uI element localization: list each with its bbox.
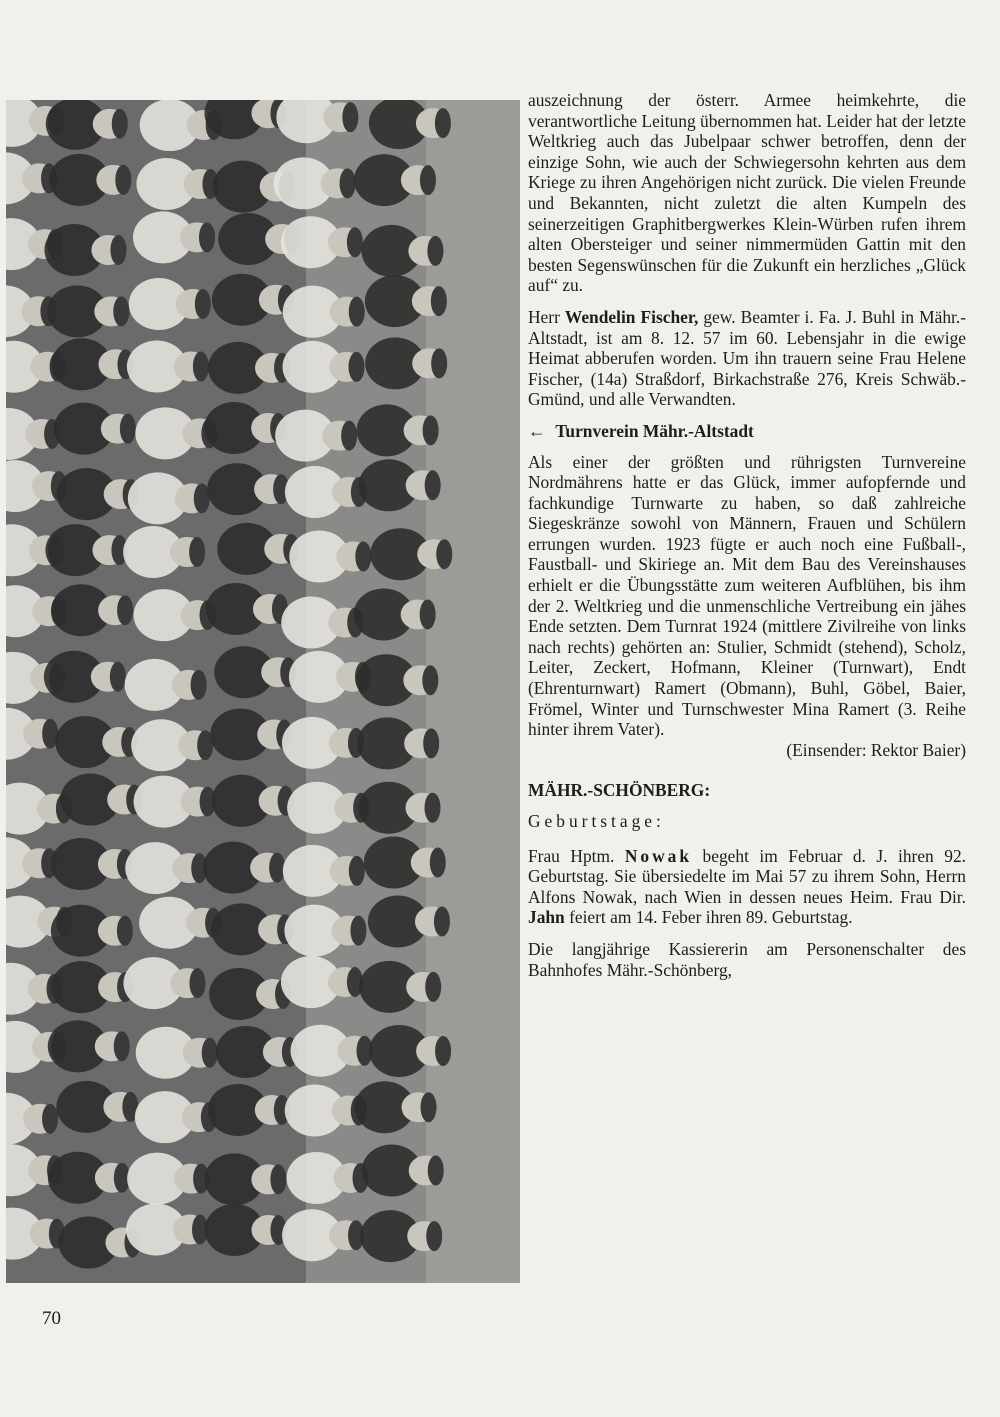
sender-note: (Einsender: Rektor Baier) [786, 739, 966, 760]
paragraph-jubilee: auszeichnung der österr. Armee heimkehrte, die verantwortliche Leitung übernommen hat. Leider hat der letzte Weltkrieg auch das Jubelpaar schwer betroffen, denn der einzige Sohn, wie auch der Schwiegersohn kehrten aus dem Kriege zu ihren Angehörigen nicht zurück. Die vielen Freunde und Bekannten, nicht zuletzt die alten Kumpeln des seinerzeitigen Graphitbergwerkes Klein-Würben rufen ihrem alten Obersteiger und seiner nimmermüden Gattin mit den besten Segenswünschen für die Zukunft ein herzliches „Glück auf“ zu. [528, 90, 966, 296]
page-number: 70 [42, 1308, 61, 1329]
paragraph-obituary [528, 307, 966, 410]
birthday-text: begeht im Februar d. J. ihren 92. Geburtstag. Sie übersiedelte im Mai 57 zu ihrem Sohn, Herrn Alfons Nowak, nach Wien in dessen neues Heim. Frau Dir. [528, 845, 966, 907]
subheading-birthdays: Geburtstage: [528, 811, 665, 831]
paragraph-birthdays [528, 846, 966, 928]
birthday-prefix: Frau Hptm. [528, 845, 625, 866]
left-arrow-icon: ← [528, 420, 546, 441]
heading-text: Turnverein Mähr.-Altstadt [555, 420, 754, 441]
obituary-name: Wendelin Fischer, [564, 306, 699, 327]
birthday-text-end: feiert am 14. Feber ihren 89. Geburtstag. [564, 907, 853, 928]
paragraph-cashier: Die langjährige Kassiererin am Personenschalter des Bahnhofes Mähr.-Schönberg, [528, 938, 966, 980]
obituary-prefix: Herr [528, 306, 565, 327]
group-photo [6, 100, 520, 1283]
group-photo-image [6, 100, 520, 1283]
place-heading: MÄHR.-SCHÖNBERG: [528, 780, 711, 801]
birthday-name-nowak: Nowak [624, 845, 693, 866]
article-column [528, 90, 966, 980]
birthday-name-jahn: Jahn [528, 907, 565, 928]
obituary-text: gew. Beamter i. Fa. J. Buhl in Mähr.-Altstadt, ist am 8. 12. 57 im 60. Lebensjahr in die ewige Heimat abberufen worden. Um ihn trauern seine Frau Helene Fischer, (14a) Straßdorf, Birkachstraße 276, Kreis Schwäb.-Gmünd, und alle Verwandten. [528, 306, 966, 410]
paragraph-turnverein: Als einer der größten und rührigsten Turnvereine Nordmährens hatte er das Glück, immer aufopfernde und fachkundige Turnwarte zu haben, so daß zahlreiche Siegeskränze sowohl von Männern, Frauen und Schülern errungen wurden. 1923 fügte er auch noch eine Fußball-, Faustball- und Skiriege an. Mit dem Bau des Vereinshauses erhielt er die Übungsstätte zum weiteren Aufblühen, bis ihm der 2. Weltkrieg und die unmenschliche Vertreibung ein jähes Ende setzten. Dem Turnrat 1924 (mittlere Zivilreihe von links nach rechts) gehörten an: Stulier, Schmidt (stehend), Scholz, Leiter, Zeckert, Hofmann, Kleiner (Turnwart), Endt (Ehrenturnwart) Ramert (Obmann), Buhl, Göbel, Baier, Frömel, Winter und Turnschwester Mina Ramert (3. Reihe hinter ihrem Vater). [528, 451, 966, 740]
section-heading-turnverein [528, 421, 966, 442]
